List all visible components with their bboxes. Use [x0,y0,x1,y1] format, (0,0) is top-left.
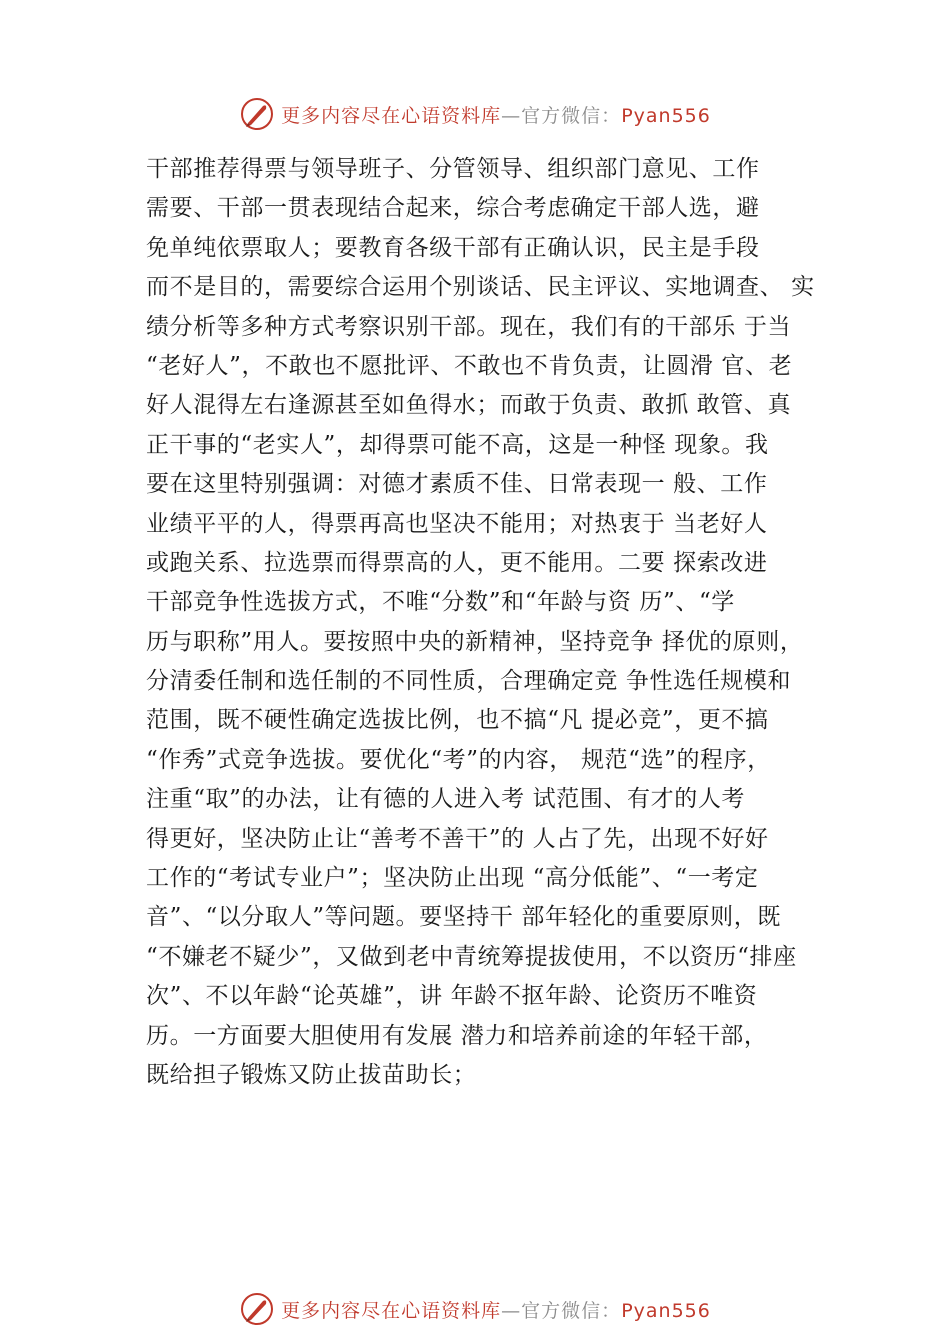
banner-site-text: 更多内容尽在心语资料库 [281,104,502,127]
footer-banner [0,1287,950,1331]
banner-text [281,101,711,128]
header-banner [0,92,950,136]
body-line: 免单纯依票取人；要教育各级干部有正确认识，民主是手段 [146,234,760,261]
banner-site-text: 更多内容尽在心语资料库 [281,1299,502,1322]
body-line: 正干事的“老实人”，却得票可能不高，这是一种怪 现象。我 [146,431,769,458]
banner-separator: — [501,1299,522,1322]
quill-pen-logo-icon [239,1291,275,1327]
body-line: 次”、不以年龄“论英雄”，讲 年龄不抠年龄、论资历不唯资 [146,983,758,1010]
banner-separator: — [501,104,522,127]
body-line: 好人混得左右逢源甚至如鱼得水；而敢于负责、敢抓 敢管、真 [146,392,792,419]
quill-pen-logo-icon [239,96,275,132]
banner-wechat-id: Pyan556 [621,104,711,127]
body-line: 绩分析等多种方式考察识别干部。现在，我们有的干部乐 于当 [146,313,792,340]
body-line: 干部竞争性选拔方式，不唯“分数”和“年龄与资 历”、“学 [146,589,735,616]
body-line: 要在这里特别强调：对德才素质不佳、日常表现一 般、工作 [146,471,768,498]
body-line: “不嫌老不疑少”，又做到老中青统筹提拔使用，不以资历“排座 [146,943,797,970]
banner-text [281,1296,711,1323]
banner-wechat-label: 官方微信： [521,104,622,127]
body-line: 历。一方面要大胆使用有发展 潜力和培养前途的年轻干部， [146,1022,768,1049]
body-line: 需要、干部一贯表现结合起来，综合考虑确定干部人选，避 [146,195,760,222]
body-line: 既给担子锻炼又防止拔苗助长； [146,1061,477,1088]
body-line: 业绩平平的人，得票再高也坚决不能用；对热衷于 当老好人 [146,510,768,537]
body-line: 或跑关系、拉选票而得票高的人，更不能用。二要 探索改进 [146,549,768,576]
body-line: 分清委任制和选任制的不同性质，合理确定竞 争性选任规模和 [146,668,792,695]
body-line: 干部推荐得票与领导班子、分管领导、组织部门意见、工作 [146,156,760,182]
banner-wechat-label: 官方微信： [521,1299,622,1322]
body-line: 音”、“以分取人”等问题。要坚持干 部年轻化的重要原则，既 [146,904,781,931]
body-line: 注重“取”的办法，让有德的人进入考 试范围、有才的人考 [146,786,746,813]
body-line: “作秀”式竞争选拔。要优化“考”的内容， 规范“选”的程序， [146,746,771,773]
banner-wechat-id: Pyan556 [621,1299,711,1322]
body-line: 而不是目的，需要综合运用个别谈话、民主评议、实地调查、 实 [146,274,815,301]
document-body [146,150,836,1095]
body-line: 得更好，坚决防止让“善考不善干”的 人占了先，出现不好好 [146,825,769,852]
body-line: 历与职称”用人。要按照中央的新精神，坚持竞争 择优的原则， [146,628,804,655]
body-line: 范围，既不硬性确定选拔比例，也不搞“凡 提必竞”，更不搞 [146,707,769,734]
body-line: 工作的“考试专业户”；坚决防止出现 “高分低能”、“一考定 [146,865,759,892]
body-line: “老好人”，不敢也不愿批评、不敢也不肯负责，让圆滑 官、老 [146,352,793,379]
